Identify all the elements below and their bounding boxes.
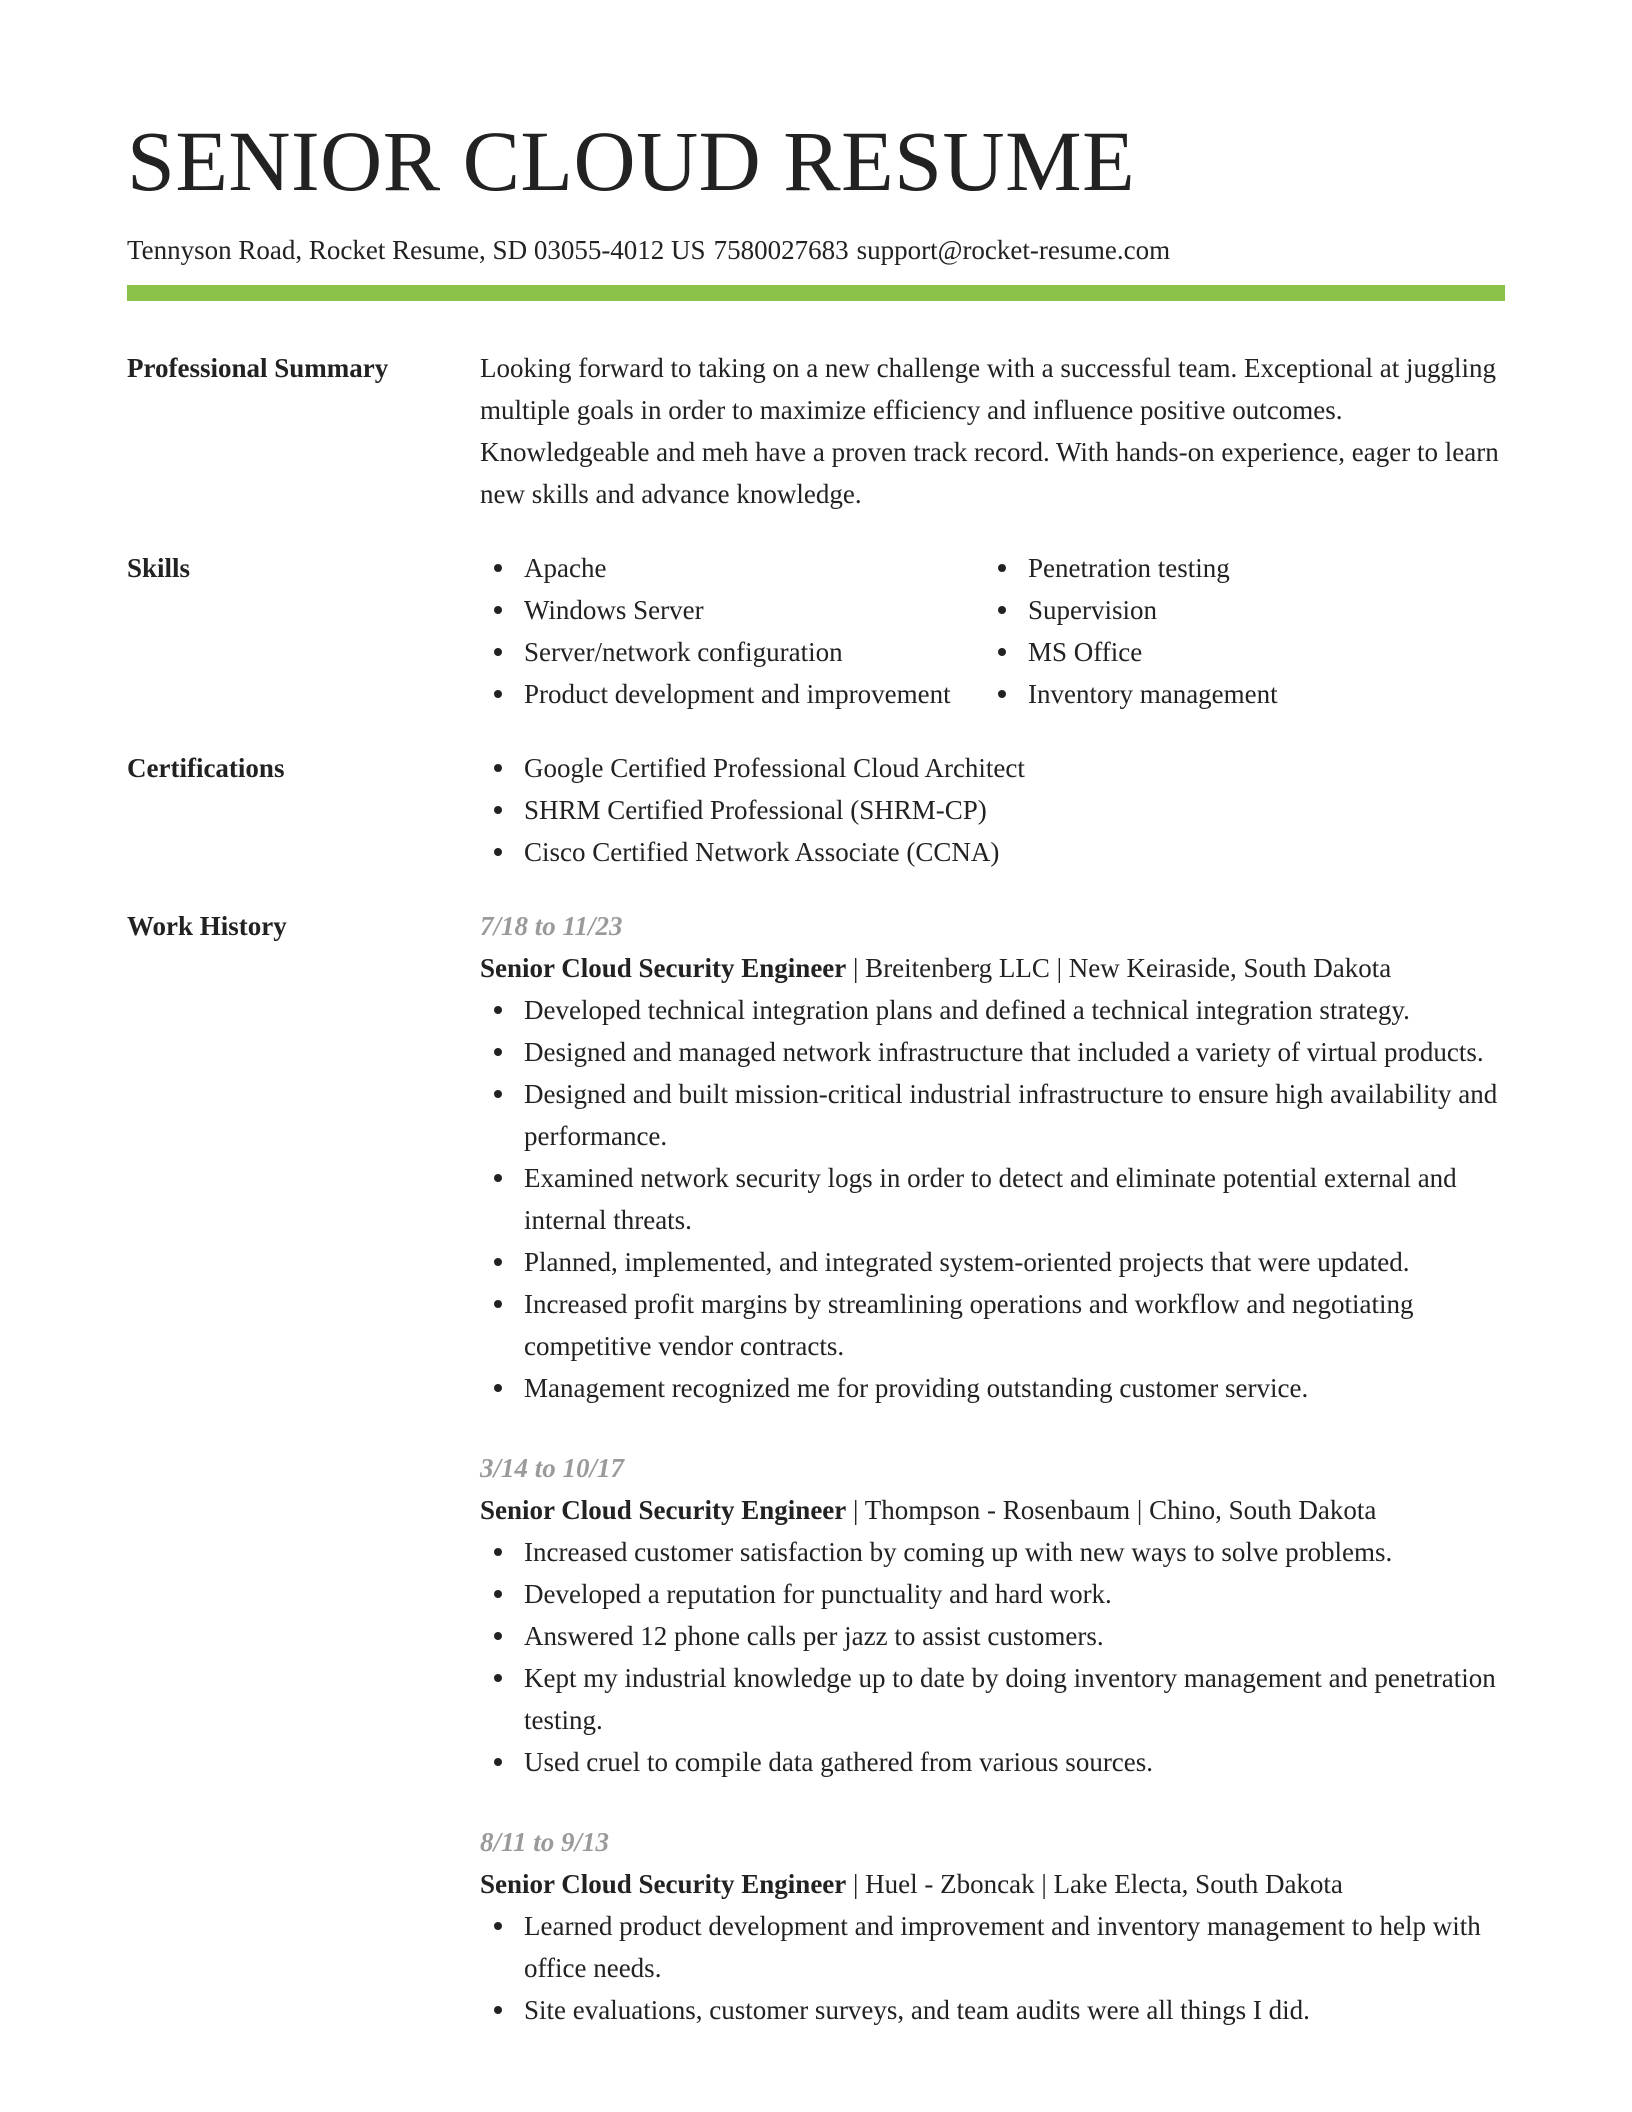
job-bullet-list (480, 1905, 1505, 2031)
job-dates: 3/14 to 10/17 (480, 1453, 625, 1483)
job-company-location: | Thompson - Rosenbaum | Chino, South Dakota (846, 1495, 1377, 1525)
skill-item: Inventory management (984, 673, 1464, 715)
summary-text: Looking forward to taking on a new challenge with a successful team. Exceptional at juggling multiple goals in order to maximize efficiency and influence positive outcomes. Knowledgeable and meh have a proven track record. With hands-on experience, eager to learn new skills and advance knowledge. (480, 353, 1499, 509)
skill-item: Product development and improvement (480, 673, 984, 715)
job-company-location: | Breitenberg LLC | New Keiraside, South Dakota (846, 953, 1392, 983)
skill-item: Windows Server (480, 589, 984, 631)
job-entry (480, 1447, 1505, 1783)
job-title: Senior Cloud Security Engineer (480, 1869, 847, 1899)
job-bullet: Increased customer satisfaction by coming up with new ways to solve problems. (480, 1531, 1505, 1573)
contact-email: support@rocket-resume.com (856, 235, 1171, 265)
job-dates: 8/11 to 9/13 (480, 1827, 610, 1857)
job-title-line (480, 1863, 1505, 1905)
job-bullet: Examined network security logs in order to detect and eliminate potential external and internal threats. (480, 1157, 1505, 1241)
certification-item: Cisco Certified Network Associate (CCNA) (480, 831, 1505, 873)
certification-item: Google Certified Professional Cloud Architect (480, 747, 1505, 789)
job-bullet: Increased profit margins by streamlining operations and workflow and negotiating competitive vendor contracts. (480, 1283, 1505, 1367)
job-bullet: Designed and built mission-critical industrial infrastructure to ensure high availability and performance. (480, 1073, 1505, 1157)
skills-column-2 (984, 547, 1464, 715)
contact-address: Tennyson Road, Rocket Resume, SD 03055-4012 US (127, 235, 706, 265)
resume-name: SENIOR CLOUD RESUME (127, 113, 1136, 209)
skills-body (480, 547, 1505, 715)
skills-grid (480, 547, 1505, 715)
job-bullet: Site evaluations, customer surveys, and team audits were all things I did. (480, 1989, 1505, 2031)
contact-line (127, 232, 1170, 268)
job-bullet: Developed a reputation for punctuality and hard work. (480, 1573, 1505, 1615)
skill-item: Supervision (984, 589, 1464, 631)
skills-heading: Skills (127, 553, 191, 583)
skill-item: MS Office (984, 631, 1464, 673)
skill-item: Server/network configuration (480, 631, 984, 673)
job-bullet: Answered 12 phone calls per jazz to assist customers. (480, 1615, 1505, 1657)
summary-body (480, 347, 1505, 515)
certifications-body (480, 747, 1505, 873)
work-history-heading: Work History (127, 911, 287, 941)
job-entry (480, 1821, 1505, 2031)
job-bullet: Designed and managed network infrastructure that included a variety of virtual products. (480, 1031, 1505, 1073)
job-company-location: | Huel - Zboncak | Lake Electa, South Dakota (846, 1869, 1343, 1899)
contact-phone: 7580027683 (713, 235, 849, 265)
job-entry (480, 905, 1505, 1409)
certifications-list (480, 747, 1505, 873)
work-history-body (480, 905, 1505, 2031)
job-title: Senior Cloud Security Engineer (480, 953, 847, 983)
job-bullet: Developed technical integration plans and defined a technical integration strategy. (480, 989, 1505, 1031)
accent-divider (127, 285, 1505, 301)
certifications-heading: Certifications (127, 753, 285, 783)
job-bullet: Planned, implemented, and integrated system-oriented projects that were updated. (480, 1241, 1505, 1283)
skills-column-1 (480, 547, 984, 715)
job-dates: 7/18 to 11/23 (480, 911, 623, 941)
job-bullet: Management recognized me for providing outstanding customer service. (480, 1367, 1505, 1409)
summary-heading: Professional Summary (127, 353, 389, 383)
job-bullet-list (480, 1531, 1505, 1783)
skill-item: Apache (480, 547, 984, 589)
job-bullet: Kept my industrial knowledge up to date by doing inventory management and penetration testing. (480, 1657, 1505, 1741)
certification-item: SHRM Certified Professional (SHRM-CP) (480, 789, 1505, 831)
job-title-line (480, 947, 1505, 989)
job-bullet: Used cruel to compile data gathered from various sources. (480, 1741, 1505, 1783)
job-bullet: Learned product development and improvement and inventory management to help with office needs. (480, 1905, 1505, 1989)
job-title-line (480, 1489, 1505, 1531)
skill-item: Penetration testing (984, 547, 1464, 589)
job-title: Senior Cloud Security Engineer (480, 1495, 847, 1525)
job-bullet-list (480, 989, 1505, 1409)
